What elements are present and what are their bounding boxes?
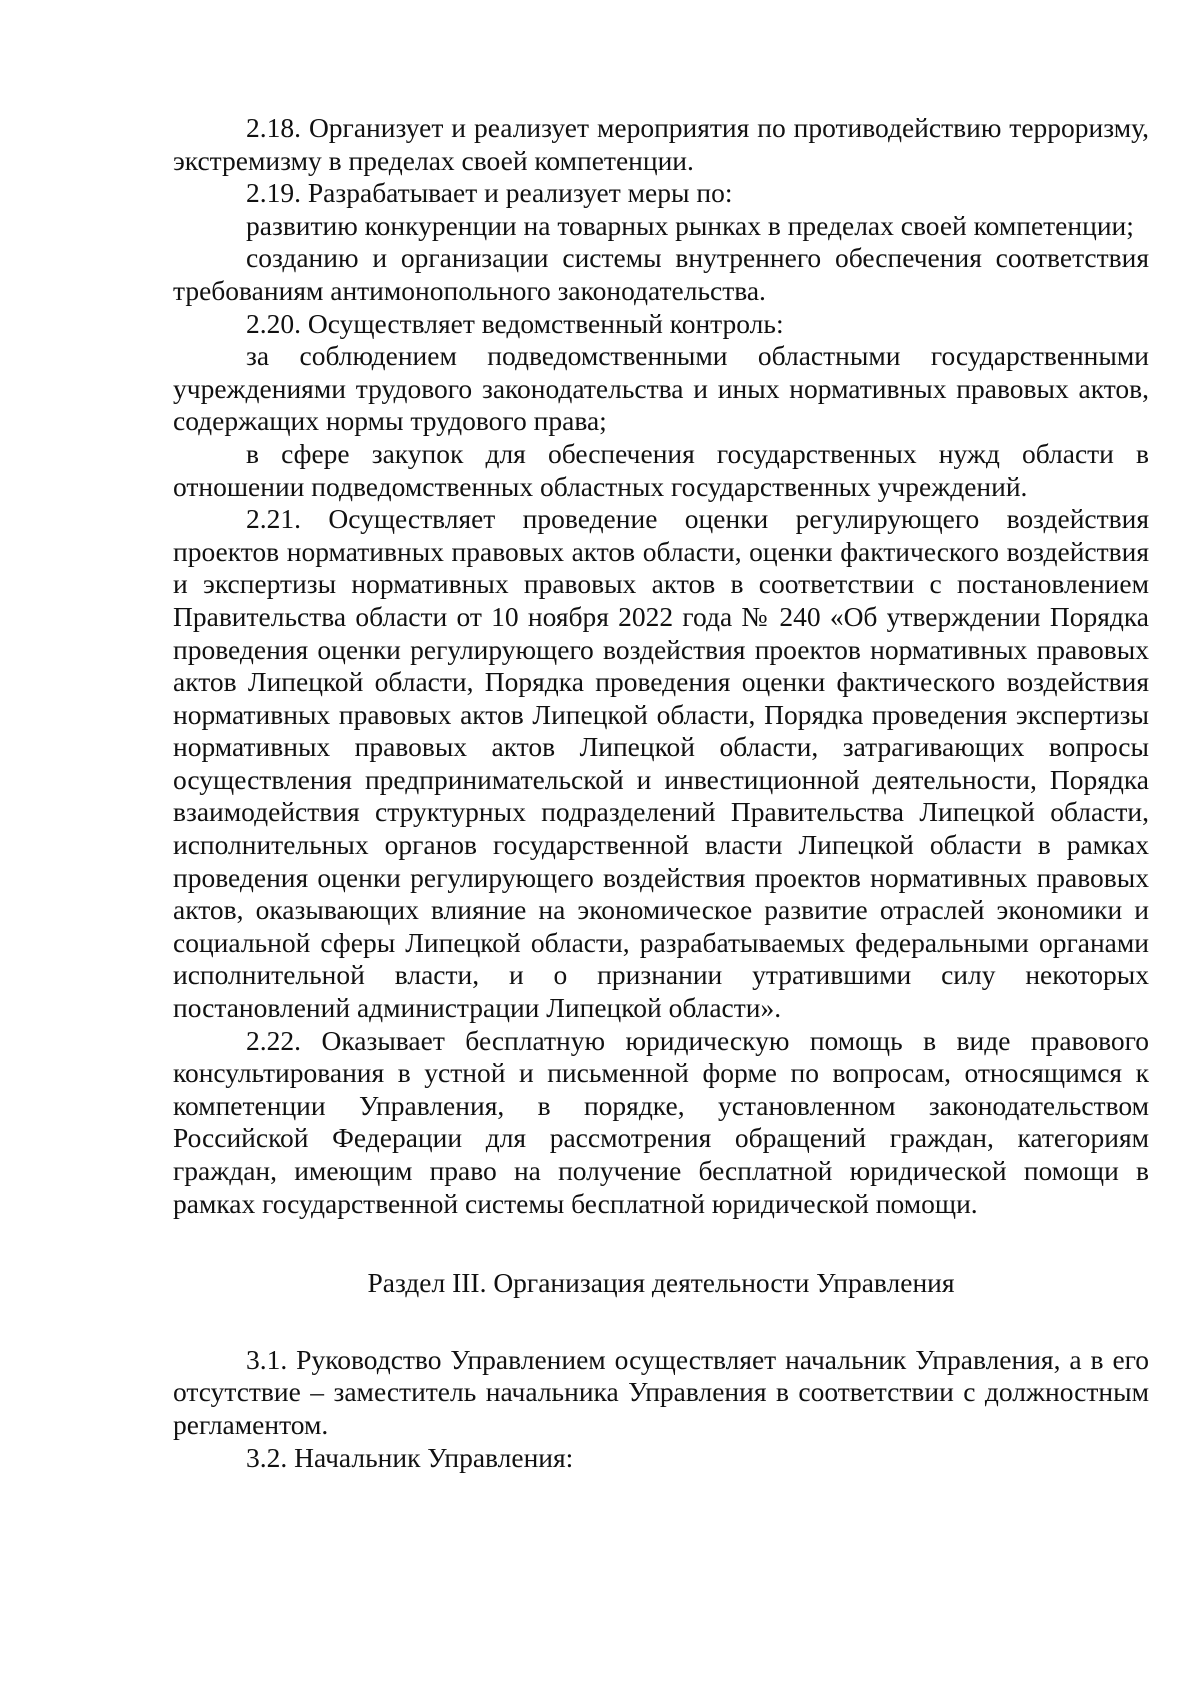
paragraph-3-2: 3.2. Начальник Управления: <box>246 1441 574 1473</box>
paragraph-2-19-item-1: развитию конкуренции на товарных рынках в пределах своей компетенции; <box>246 209 1134 241</box>
paragraph-3-1: 3.1. Руководство Управлением осуществляет начальник Управления, а в его отсутствие – заместитель начальника Управления в соответствии с должностным регламентом. <box>173 1343 1149 1440</box>
document-page <box>173 112 1149 1474</box>
paragraph-2-19-item-2: созданию и организации системы внутреннего обеспечения соответствия требованиям антимонопольного законодательства. <box>173 242 1149 306</box>
paragraph-2-20-item-1: за соблюдением подведомственными областными государственными учреждениями трудового законодательства и иных нормативных правовых актов, содержащих нормы трудового права; <box>173 340 1149 437</box>
paragraph-2-20: 2.20. Осуществляет ведомственный контроль: <box>246 307 784 339</box>
paragraph-2-21: 2.21. Осуществляет проведение оценки регулирующего воздействия проектов нормативных правовых актов области, оценки фактического воздействия и экспертизы нормативных правовых актов в соответствии с постановлением Правительства области от 10 ноября 2022 года № 240 «Об утверждении Порядка проведения оценки регулирующего воздействия проектов нормативных правовых актов Липецкой области, Порядка проведения оценки фактического воздействия нормативных правовых актов Липецкой области, Порядка проведения экспертизы нормативных правовых актов Липецкой области, затрагивающих вопросы осуществления предпринимательской и инвестиционной деятельности, Порядка взаимодействия структурных подразделений Правительства Липецкой области, исполнительных органов государственной власти Липецкой области в рамках проведения оценки регулирующего воздействия проектов нормативных правовых актов, оказывающих влияние на экономическое развитие отраслей экономики и социальной сферы Липецкой области, разрабатываемых федеральными органами исполнительной власти, и о признании утратившими силу некоторых постановлений администрации Липецкой области». <box>173 503 1149 1024</box>
paragraph-2-22: 2.22. Оказывает бесплатную юридическую помощь в виде правового консультирования в устной и письменной форме по вопросам, относящимся к компетенции Управления, в порядке, установленном законодательством Российской Федерации для рассмотрения обращений граждан, категориям граждан, имеющим право на получение бесплатной юридической помощи в рамках государственной системы бесплатной юридической помощи. <box>173 1024 1149 1219</box>
paragraph-2-18: 2.18. Организует и реализует мероприятия по противодействию терроризму, экстремизму в пределах своей компетенции. <box>173 112 1149 176</box>
paragraph-2-20-item-2: в сфере закупок для обеспечения государственных нужд области в отношении подведомственных областных государственных учреждений. <box>173 437 1149 502</box>
paragraph-2-19: 2.19. Разрабатывает и реализует меры по: <box>246 177 733 209</box>
section-heading: Раздел III. Организация деятельности Управления <box>367 1267 955 1299</box>
